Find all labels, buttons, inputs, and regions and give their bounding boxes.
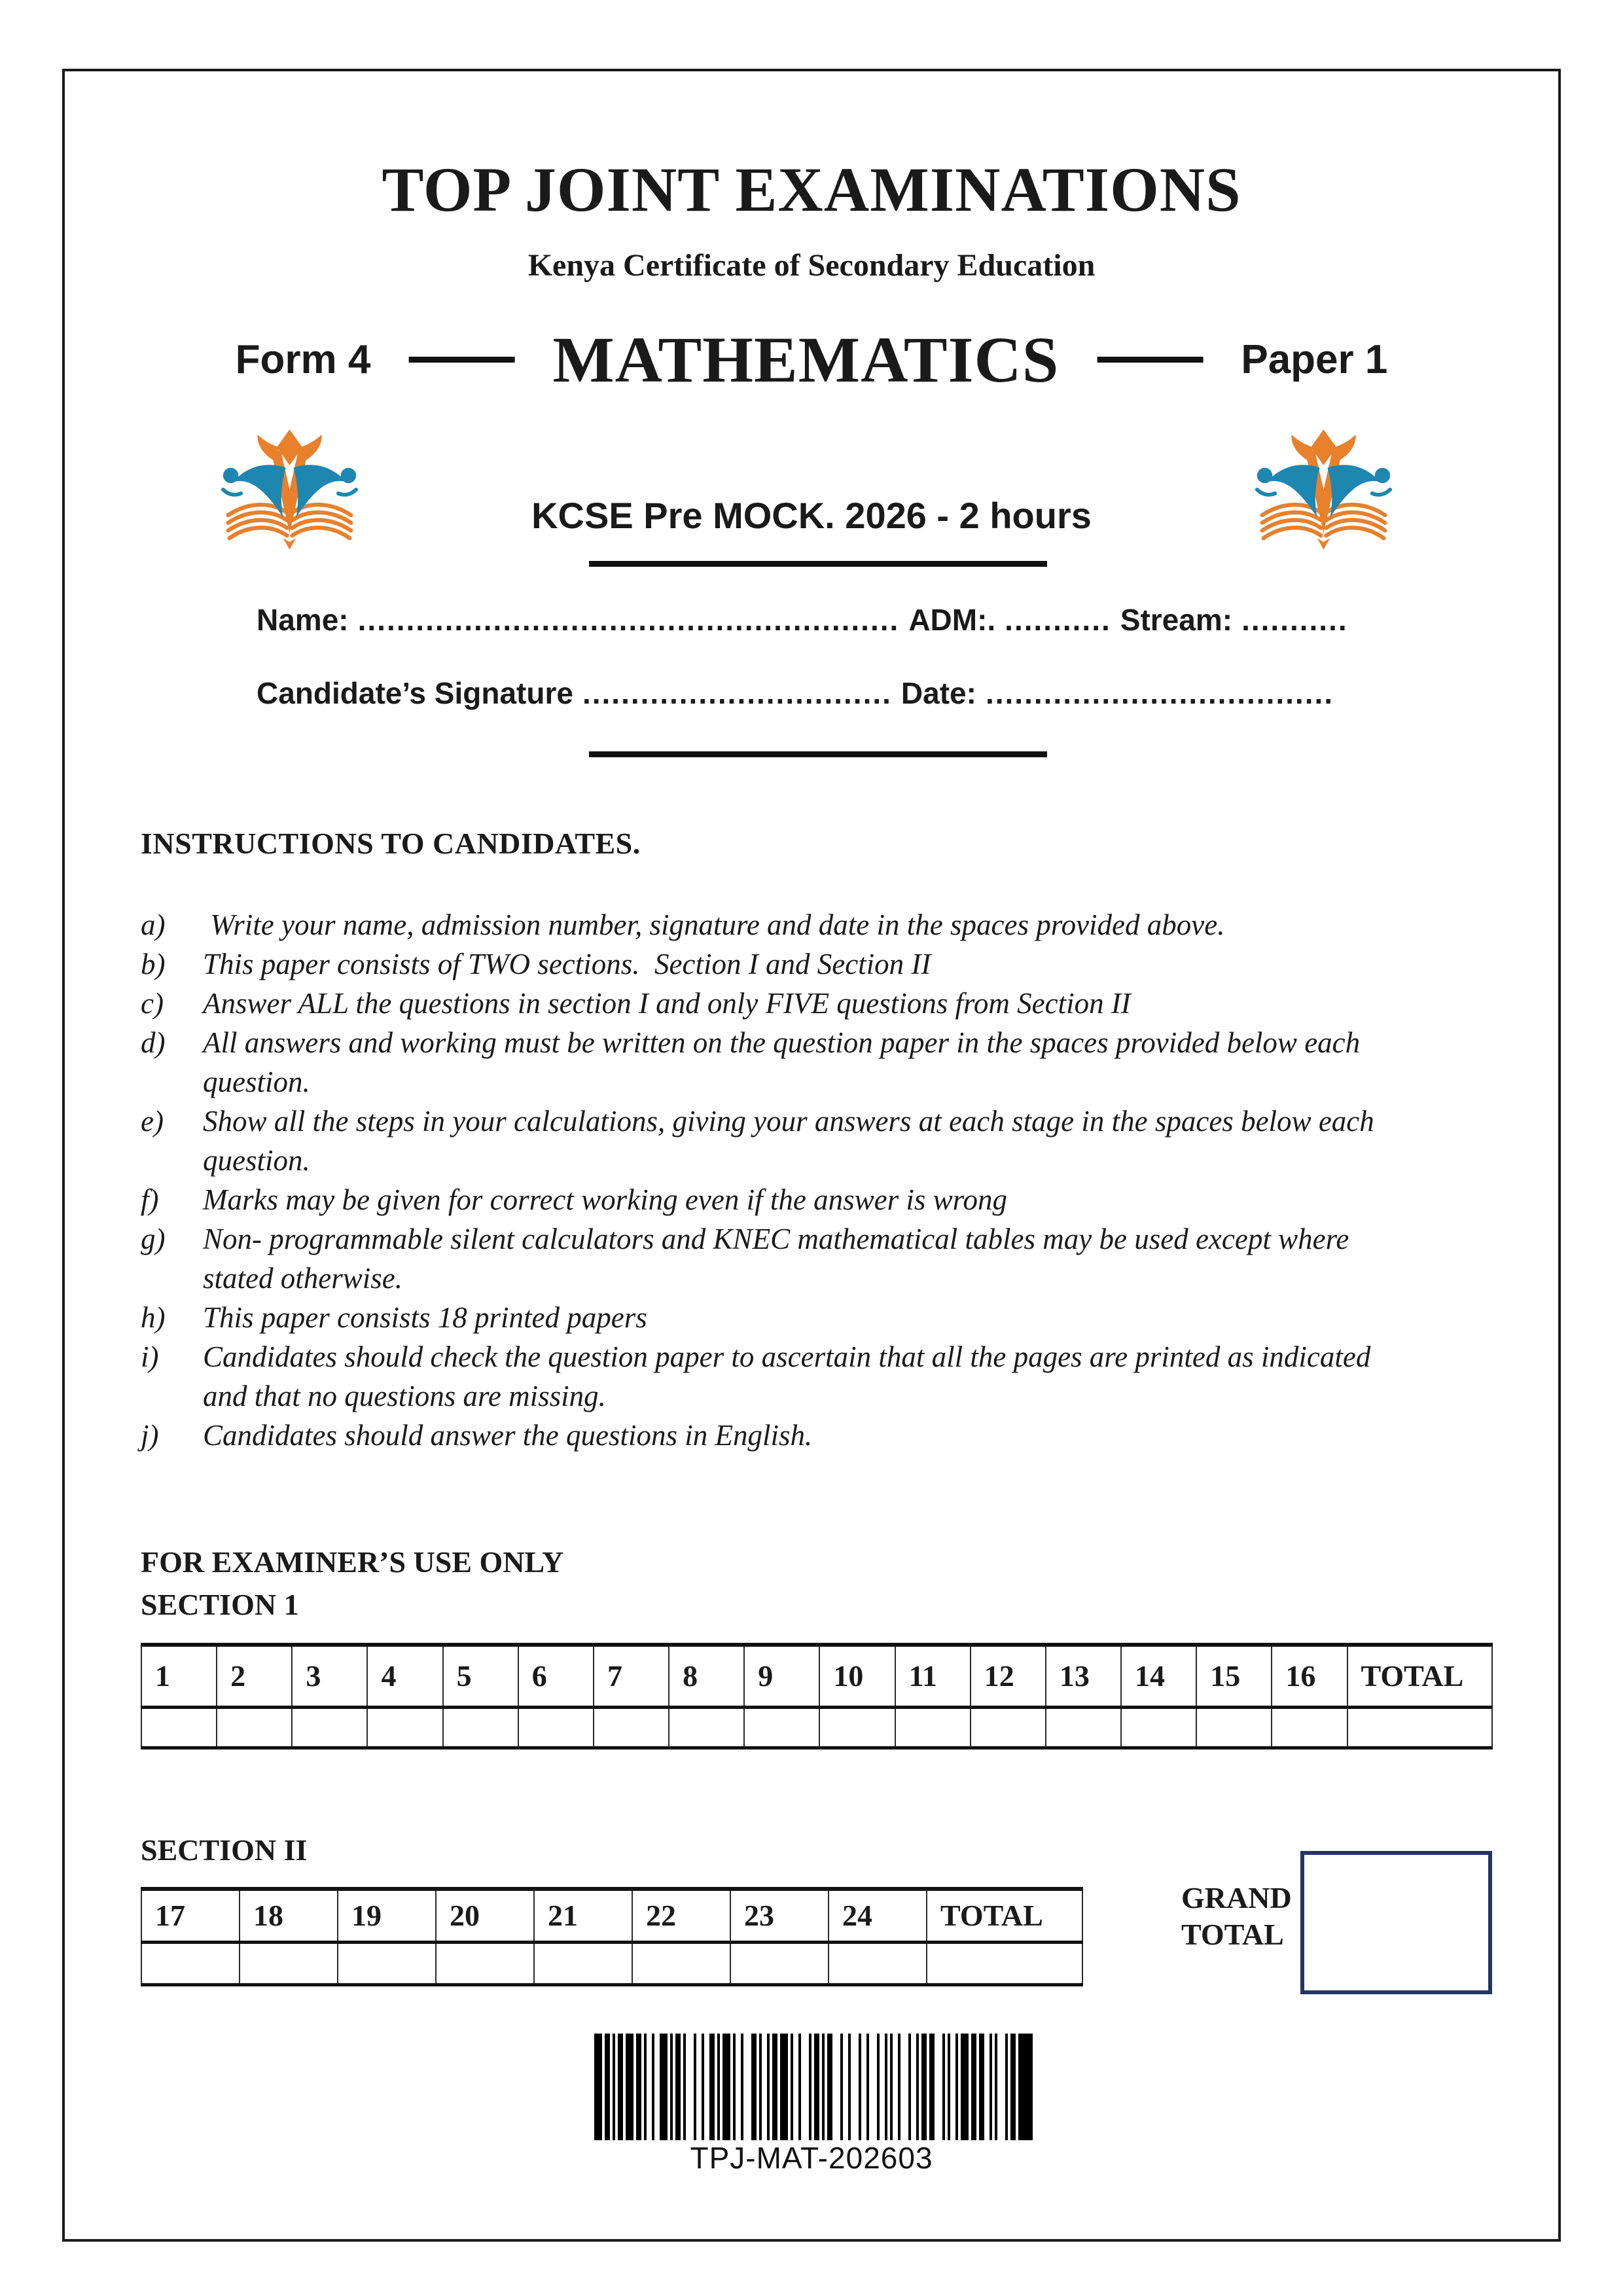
instruction-letter: h) bbox=[141, 1301, 166, 1334]
instruction-letter: d) bbox=[141, 1026, 166, 1059]
score-column-header: 9 bbox=[744, 1645, 819, 1707]
barcode-bar bbox=[1018, 2034, 1026, 2140]
score-cell-empty bbox=[1347, 1707, 1493, 1748]
score-cell-empty bbox=[895, 1707, 971, 1748]
instruction-letter: a) bbox=[141, 908, 166, 941]
score-cell-empty bbox=[534, 1942, 632, 1984]
instruction-text: Show all the steps in your calculations, giving your answers at each stage in the spaces below each question. bbox=[203, 1105, 1374, 1177]
barcode-bar bbox=[618, 2034, 623, 2140]
score-column-header: 8 bbox=[669, 1645, 744, 1707]
barcode-gap bbox=[893, 2034, 898, 2140]
score-cell-empty bbox=[927, 1942, 1082, 1984]
barcode-bar bbox=[722, 2034, 730, 2140]
instructions-block bbox=[141, 826, 1495, 1455]
score-column-header: 19 bbox=[338, 1889, 436, 1942]
barcode-gap bbox=[647, 2034, 652, 2140]
score-cell-empty bbox=[367, 1707, 442, 1748]
barcode-gap bbox=[950, 2034, 955, 2140]
barcode-gap bbox=[935, 2034, 942, 2140]
divider-rule bbox=[589, 561, 1047, 567]
barcode-gap bbox=[880, 2034, 885, 2140]
date-label: Date: bbox=[901, 676, 976, 710]
page-title: TOP JOINT EXAMINATIONS bbox=[382, 154, 1241, 224]
score-cell-empty bbox=[436, 1942, 534, 1984]
barcode-bar bbox=[751, 2034, 757, 2140]
score-cell-empty bbox=[1121, 1707, 1196, 1748]
score-cell-empty bbox=[292, 1707, 367, 1748]
score-cell-empty bbox=[518, 1707, 594, 1748]
score-column-header: 22 bbox=[632, 1889, 730, 1942]
signature-dotted-line: ................................ bbox=[582, 676, 892, 710]
section1-score-table bbox=[141, 1643, 1493, 1749]
dash-divider bbox=[408, 357, 514, 363]
score-column-header: 2 bbox=[217, 1645, 292, 1707]
barcode-bar bbox=[660, 2034, 668, 2140]
score-column-header: 5 bbox=[443, 1645, 518, 1707]
barcode-gap bbox=[743, 2034, 751, 2140]
barcode-bar bbox=[780, 2034, 788, 2140]
barcode-bar bbox=[921, 2034, 927, 2140]
barcode-gap bbox=[851, 2034, 859, 2140]
score-column-header: 7 bbox=[594, 1645, 669, 1707]
score-cell-empty bbox=[217, 1707, 292, 1748]
score-column-header: 11 bbox=[895, 1645, 971, 1707]
barcode-bar bbox=[814, 2034, 819, 2140]
score-cell-empty bbox=[632, 1942, 730, 1984]
examiner-heading: FOR EXAMINER’S USE ONLY bbox=[141, 1545, 564, 1579]
barcode-gap bbox=[832, 2034, 840, 2140]
instruction-letter: b) bbox=[141, 948, 166, 980]
barcode-gap bbox=[901, 2034, 908, 2140]
instruction-text: Write your name, admission number, signature and date in the spaces provided above. bbox=[203, 908, 1225, 941]
instruction-letter: j) bbox=[141, 1419, 159, 1452]
instruction-item bbox=[141, 1337, 1495, 1416]
barcode-bar bbox=[594, 2034, 602, 2140]
barcode-gap bbox=[686, 2034, 694, 2140]
instruction-text: Marks may be given for correct working even if the answer is wrong bbox=[203, 1183, 1007, 1216]
score-cell-empty bbox=[594, 1707, 669, 1748]
score-column-header: 16 bbox=[1272, 1645, 1347, 1707]
score-cell-empty bbox=[141, 1942, 240, 1984]
barcode-gap bbox=[861, 2034, 866, 2140]
candidate-signature-row bbox=[257, 675, 1334, 711]
score-column-header: 20 bbox=[436, 1889, 534, 1942]
barcode-bar bbox=[929, 2034, 935, 2140]
instruction-item bbox=[141, 1298, 1495, 1337]
score-cell-empty bbox=[443, 1707, 518, 1748]
score-empty-row bbox=[141, 1707, 1492, 1748]
score-cell-empty bbox=[1196, 1707, 1272, 1748]
barcode-bar bbox=[636, 2034, 641, 2140]
barcode-gap bbox=[843, 2034, 848, 2140]
score-cell-empty bbox=[730, 1942, 829, 1984]
instruction-text: This paper consists of TWO sections. Section I and Section II bbox=[203, 948, 931, 980]
subject-title: MATHEMATICS bbox=[552, 323, 1060, 396]
name-dotted-line: ........................................................ bbox=[357, 603, 900, 637]
score-column-header: 17 bbox=[141, 1889, 240, 1942]
date-dotted-line: .................................... bbox=[985, 676, 1334, 710]
barcode-bar bbox=[961, 2034, 969, 2140]
score-cell-empty bbox=[744, 1707, 819, 1748]
score-column-header: 3 bbox=[292, 1645, 367, 1707]
score-cell-empty bbox=[829, 1942, 927, 1984]
section2-block bbox=[141, 1833, 1083, 1986]
divider-rule bbox=[589, 751, 1047, 757]
barcode-bar bbox=[772, 2034, 777, 2140]
stream-label: Stream: bbox=[1120, 603, 1233, 637]
examiner-block bbox=[141, 1545, 1495, 1749]
instruction-letter: g) bbox=[141, 1223, 166, 1255]
score-column-header: 1 bbox=[141, 1645, 217, 1707]
instruction-text: Candidates should check the question paper to ascertain that all the pages are printed as indicated and that no questions are missing. bbox=[203, 1340, 1371, 1412]
score-cell-empty bbox=[669, 1707, 744, 1748]
barcode-gap bbox=[696, 2034, 702, 2140]
instruction-item bbox=[141, 1416, 1495, 1455]
instruction-text: Candidates should answer the questions in English. bbox=[203, 1419, 813, 1452]
barcode-gap bbox=[736, 2034, 741, 2140]
instruction-item bbox=[141, 1180, 1495, 1219]
section1-label: SECTION 1 bbox=[141, 1588, 299, 1621]
score-cell-empty bbox=[240, 1942, 338, 1984]
barcode-bar bbox=[1010, 2034, 1016, 2140]
score-column-header: 24 bbox=[829, 1889, 927, 1942]
barcode-gap bbox=[997, 2034, 1005, 2140]
barcode-bar bbox=[1026, 2034, 1033, 2140]
barcode-label: TPJ-MAT-202603 bbox=[690, 2141, 933, 2175]
barcode-gap bbox=[762, 2034, 767, 2140]
grand-total-label: GRAND TOTAL bbox=[1181, 1881, 1292, 1951]
page-subtitle: Kenya Certificate of Secondary Education bbox=[527, 248, 1096, 283]
instructions-heading: INSTRUCTIONS TO CANDIDATES. bbox=[141, 827, 641, 860]
score-column-header: 18 bbox=[240, 1889, 338, 1942]
barcode-bar bbox=[675, 2034, 681, 2140]
score-header-row bbox=[141, 1889, 1082, 1942]
score-column-header: 14 bbox=[1121, 1645, 1196, 1707]
barcode-bar bbox=[827, 2034, 832, 2140]
signature-label: Candidate’s Signature bbox=[257, 676, 573, 710]
instruction-text: Answer ALL the questions in section I and only FIVE questions from Section II bbox=[203, 987, 1131, 1020]
session-line: KCSE Pre MOCK. 2026 - 2 hours bbox=[531, 495, 1092, 536]
subject-row bbox=[236, 322, 1388, 397]
adm-dotted-line: ........... bbox=[1005, 603, 1111, 637]
score-column-header: 21 bbox=[534, 1889, 632, 1942]
stream-dotted-line: ........... bbox=[1241, 603, 1348, 637]
name-label: Name: bbox=[257, 603, 349, 637]
score-column-header: TOTAL bbox=[1347, 1645, 1493, 1707]
instruction-item bbox=[141, 984, 1495, 1023]
barcode-bar bbox=[605, 2034, 610, 2140]
instruction-item bbox=[141, 944, 1495, 984]
candidate-name-row bbox=[257, 602, 1348, 637]
score-column-header: 12 bbox=[971, 1645, 1046, 1707]
score-cell-empty bbox=[141, 1707, 217, 1748]
score-empty-row bbox=[141, 1942, 1082, 1984]
score-column-header: 13 bbox=[1046, 1645, 1121, 1707]
barcode-gap bbox=[984, 2034, 990, 2140]
barcode bbox=[594, 2034, 1036, 2140]
instruction-item bbox=[141, 1219, 1495, 1298]
paper-label: Paper 1 bbox=[1241, 337, 1388, 382]
score-cell-empty bbox=[971, 1707, 1046, 1748]
instruction-item bbox=[141, 905, 1495, 944]
score-cell-empty bbox=[1046, 1707, 1121, 1748]
form-label: Form 4 bbox=[235, 337, 371, 382]
score-column-header: 23 bbox=[730, 1889, 829, 1942]
score-header-row bbox=[141, 1645, 1492, 1707]
section2-label: SECTION II bbox=[141, 1833, 308, 1867]
instruction-text: Non- programmable silent calculators and KNEC mathematical tables may be used except where stated otherwise. bbox=[203, 1223, 1349, 1295]
score-column-header: 15 bbox=[1196, 1645, 1272, 1707]
instruction-item bbox=[141, 1023, 1495, 1102]
barcode-bar bbox=[626, 2034, 633, 2140]
instruction-letter: e) bbox=[141, 1105, 164, 1138]
barcode-bar bbox=[979, 2034, 984, 2140]
barcode-gap bbox=[654, 2034, 660, 2140]
score-column-header: 4 bbox=[367, 1645, 442, 1707]
barcode-gap bbox=[793, 2034, 798, 2140]
barcode-bar bbox=[709, 2034, 715, 2140]
barcode-bar bbox=[971, 2034, 976, 2140]
score-column-header: 6 bbox=[518, 1645, 594, 1707]
instruction-text: This paper consists 18 printed papers bbox=[203, 1301, 647, 1334]
barcode-gap bbox=[869, 2034, 877, 2140]
instruction-letter: i) bbox=[141, 1340, 159, 1373]
barcode-gap bbox=[704, 2034, 709, 2140]
score-column-header: 10 bbox=[819, 1645, 895, 1707]
barcode-gap bbox=[911, 2034, 916, 2140]
instruction-item bbox=[141, 1102, 1495, 1180]
barcode-gap bbox=[801, 2034, 809, 2140]
dash-divider bbox=[1097, 357, 1203, 363]
section2-score-table bbox=[141, 1887, 1083, 1986]
score-cell-empty bbox=[1272, 1707, 1347, 1748]
grand-total-box bbox=[1300, 1851, 1492, 1994]
score-cell-empty bbox=[819, 1707, 895, 1748]
instruction-letter: c) bbox=[141, 987, 164, 1020]
score-column-header: TOTAL bbox=[927, 1889, 1082, 1942]
instruction-text: All answers and working must be written on the question paper in the spaces provided below each question. bbox=[203, 1026, 1361, 1098]
instructions-list bbox=[141, 905, 1495, 1455]
instruction-letter: f) bbox=[141, 1183, 159, 1216]
adm-label: ADM:. bbox=[908, 603, 996, 637]
score-cell-empty bbox=[338, 1942, 436, 1984]
